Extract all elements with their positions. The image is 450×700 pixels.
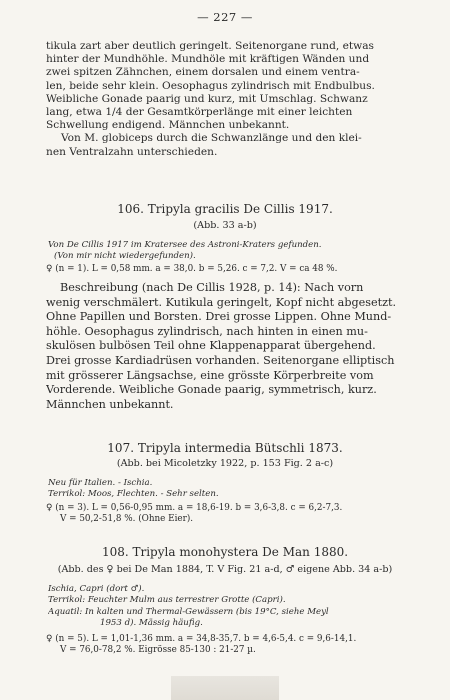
text-line: Vorderende. Weibliche Gonade paarig, symmetrisch, kurz. (46, 383, 377, 397)
text-line: hinter der Mundhöhle. Mundhöle mit kräftigen Wänden und (46, 53, 370, 66)
figure-reference: (Abb. 33 a-b) (193, 220, 257, 231)
note-line: Terrikol: Feuchter Mulm aus terrestrer Grotte (Capri). (48, 595, 286, 606)
measurements (46, 264, 416, 275)
text-line: zwei spitzen Zähnchen, einem dorsalen und einem ventra- (46, 66, 360, 79)
description-paragraph (46, 281, 416, 412)
library-stamp-fragment (171, 676, 279, 700)
measurements (46, 634, 416, 656)
text-line: Ohne Papillen und Borsten. Drei grosse Lippen. Ohne Mund- (46, 310, 392, 324)
section-heading-107: 107. Tripyla intermedia Bütschli 1873. (107, 441, 343, 455)
figure-reference: (Abb. des ♀ bei De Man 1884, T. V Fig. 21 a-d, ♂ eigene Abb. 34 a-b) (57, 564, 393, 575)
section-notes (48, 584, 418, 630)
text-line: Männchen unbekannt. (46, 397, 174, 411)
note-line: Terrikol: Moos, Flechten. - Sehr selten. (48, 489, 219, 500)
section-heading-106: 106. Tripyla gracilis De Cillis 1917. (117, 202, 333, 216)
measurement-line: ♀ (n = 5). L = 1,01-1,36 mm. a = 34,8-35,7. b = 4,6-5,4. c = 9,6-14,1. (46, 634, 357, 644)
text-line: tikula zart aber deutlich geringelt. Seitenorgane rund, etwas (46, 40, 374, 52)
text-line: höhle. Oesophagus zylindrisch, nach hinten in einen mu- (46, 324, 368, 338)
measurement-line: ♀ (n = 1). L = 0,58 mm. a = 38,0. b = 5,26. c = 7,2. V = ca 48 %. (46, 264, 338, 274)
section-heading-108: 108. Tripyla monohystera De Man 1880. (101, 545, 349, 559)
text-line: Schwellung endigend. Männchen unbekannt. (46, 119, 290, 132)
text-line: nen Ventralzahn unterschieden. (46, 145, 218, 158)
text-line: len, beide sehr klein. Oesophagus zylindrisch mit Endbulbus. (46, 79, 375, 92)
figure-reference: (Abb. bei Micoletzky 1922, p. 153 Fig. 2 a-c) (116, 458, 334, 469)
text-line: lang, etwa 1/4 der Gesamtkörperlänge mit einer leichten (46, 106, 353, 119)
note-line: 1953 d). Mässig häufig. (100, 618, 203, 629)
measurement-line: V = 76,0-78,2 %. Eigrösse 85-130 : 21-27 µ. (60, 645, 256, 656)
note-line: (Von mir nicht wiedergefunden). (54, 251, 196, 262)
note-line: Aquatil: In kalten und Thermal-Gewässern (bis 19°C, siehe Meyl (48, 606, 329, 617)
text-line: wenig verschmälert. Kutikula geringelt, Kopf nicht abgesetzt. (46, 295, 397, 309)
intro-paragraph (46, 40, 411, 159)
section-notes (48, 240, 418, 263)
text-line: skulösen bulbösen Teil ohne Klappenapparat übergehend. (46, 339, 376, 353)
text-line: Beschreibung (nach De Cillis 1928, p. 14): Nach vorn (60, 281, 364, 294)
text-line: mit grösserer Längsachse, eine grösste Körperbreite vom (46, 368, 374, 382)
measurement-line: V = 50,2-51,8 %. (Ohne Eier). (60, 514, 194, 525)
measurement-line: ♀ (n = 3). L = 0,56-0,95 mm. a = 18,6-19. b = 3,6-3,8. c = 6,2-7,3. (46, 503, 343, 513)
section-notes (48, 478, 418, 501)
measurements (46, 503, 416, 525)
note-line: Neu für Italien. - Ischia. (48, 478, 153, 488)
text-line: Drei grosse Kardiadrüsen vorhanden. Seitenorgane elliptisch (46, 353, 395, 367)
text-line: Weibliche Gonade paarig und kurz, mit Umschlag. Schwanz (46, 92, 368, 105)
page-number: — 227 — (197, 10, 253, 24)
note-line: Ischia, Capri (dort ♂). (48, 584, 145, 594)
note-line: Von De Cillis 1917 im Kratersee des Astroni-Kraters gefunden. (48, 240, 322, 250)
text-line: Von M. globiceps durch die Schwanzlänge und den klei- (61, 132, 362, 145)
